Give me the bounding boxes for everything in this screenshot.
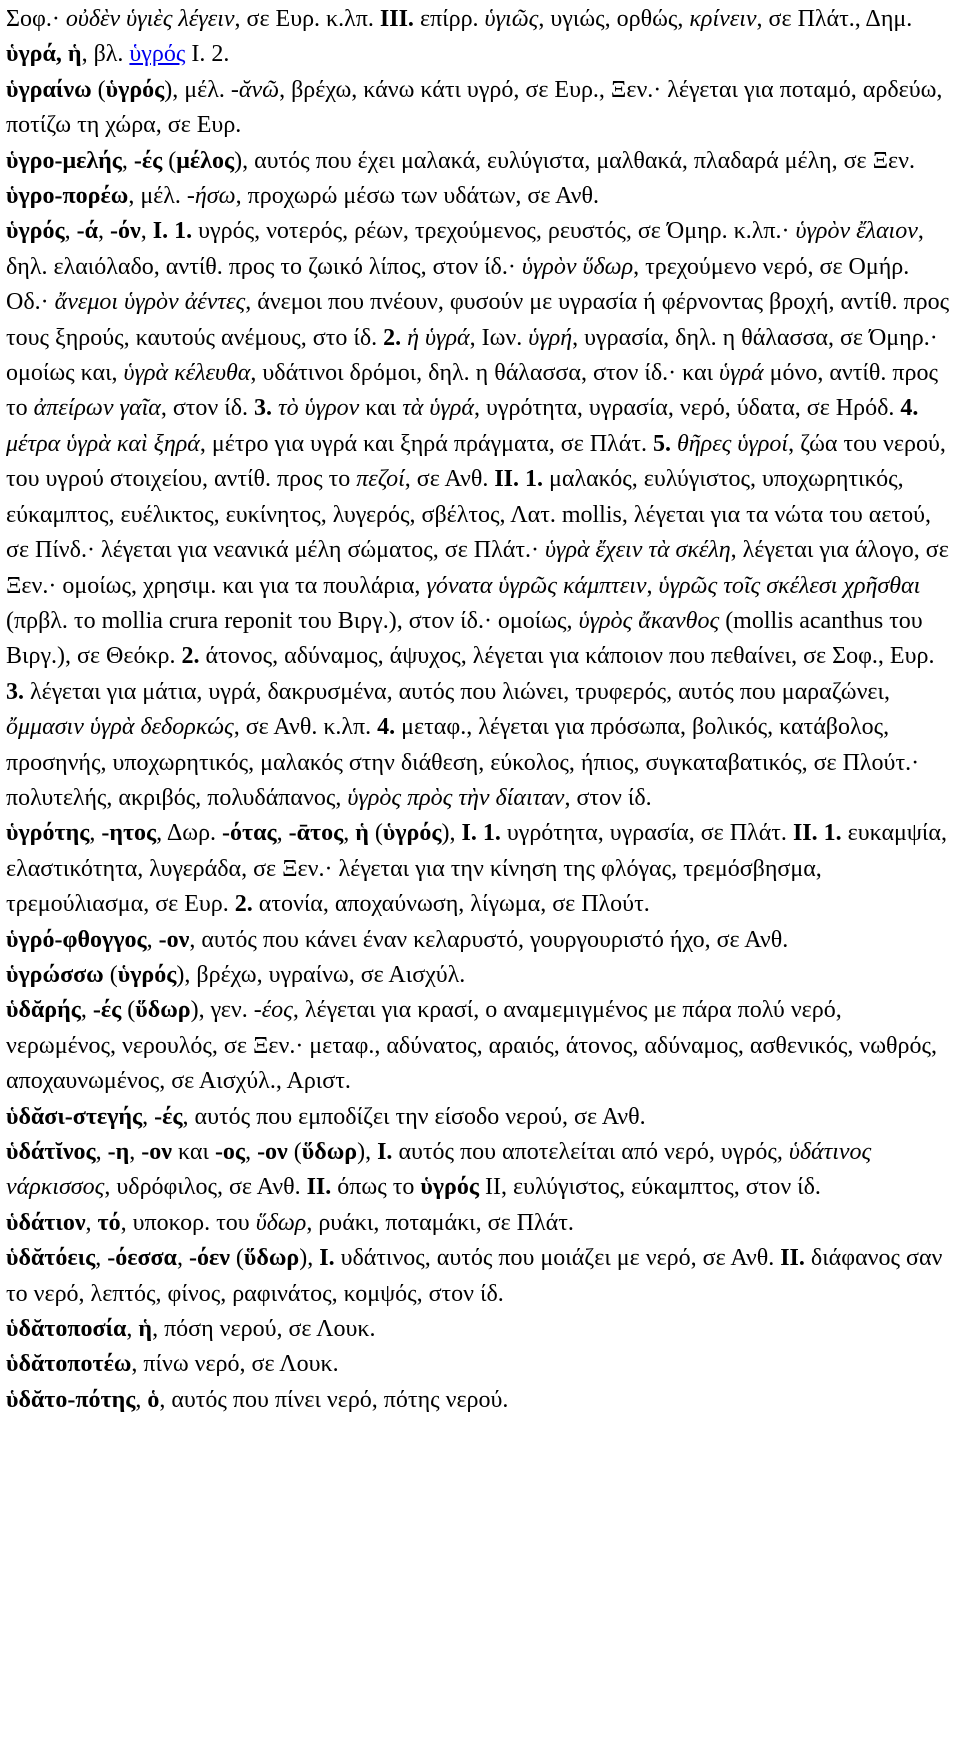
bold-text: ὁ [147, 1386, 160, 1413]
bold-text: ὑδάτιον [6, 1209, 86, 1236]
entry-text: ), γεν. [190, 997, 254, 1024]
bold-text: 2. [181, 643, 200, 670]
bold-text: -η [107, 1139, 130, 1165]
entry-text: μεταφ., λέγεται για πρόσωπα, βολικός, κατάβολος, προσηνής, υποχωρητικός, μαλακός στην διάθεση, εύκολος, ήπιος, συγκαταβατικός, σε Πλούτ.· πολυτελής, ακριβός, πολυδάπανος, [6, 714, 920, 811]
italic-text: -έος [253, 997, 293, 1024]
dictionary-entry [6, 1312, 954, 1347]
italic-text: ἀπείρων γαῖα [33, 395, 161, 422]
entry-text: (mollis acanthus του Βιργ.), σε Θεόκρ. [6, 607, 923, 670]
bold-text: -όν [110, 218, 141, 245]
entry-text: μαλακός, ευλύγιστος, υποχωρητικός, εύκαμπτος, ευέλικτος, ευκίνητος, λυγερός, σβέλτος, Λατ. mollis, λέγεται για τα νώτα του αετού, σε Πίνδ.· λέγεται για νεανικά μέλη σώματος, σε Πλάτ.· [6, 466, 931, 564]
entry-text: , Ιων. [469, 324, 529, 351]
bold-text: ὑδάτῐνος [6, 1139, 96, 1165]
italic-text: γόνατα ὑγρῶς κάμπτειν [426, 572, 647, 599]
bold-text: 5. [652, 430, 671, 457]
entry-text: , προχωρώ μέσω των υδάτων, σε Ανθ. [235, 183, 600, 210]
italic-text: οὐδὲν ὑγιὲς λέγειν [65, 6, 235, 32]
entry-text: , υδάτινοι δρόμοι, δηλ. η θάλασσα, στον ίδ.· και [250, 360, 720, 387]
entry-text: επίρρ. [413, 6, 485, 32]
entry-text: , [85, 1209, 98, 1236]
entry-text: υγρότητα, υγρασία, σε Πλάτ. [500, 820, 793, 847]
entry-text: , πόση νερού, σε Λουκ. [152, 1316, 376, 1343]
bold-text: -ητος [101, 820, 157, 847]
dictionary-entry [6, 1347, 954, 1382]
bold-text: ὕδωρ [135, 997, 191, 1024]
bold-text: ὑγρός [420, 1174, 479, 1201]
bold-text: -όεσσα [107, 1245, 177, 1272]
entry-text: , [121, 147, 134, 174]
italic-text: ἄνεμοι ὑγρὸν ἀέντες [54, 289, 246, 316]
italic-text: ἡ ὑγρά [407, 324, 470, 351]
italic-text: ὑγρὸν ἔλαιον [795, 218, 918, 245]
entry-text: , υγρασία, δηλ. η θάλασσα, σε Όμηρ.· ομοίως και, [6, 324, 938, 387]
bold-text: τό [97, 1209, 121, 1236]
bold-text: ὑδᾰτοποσία [6, 1316, 127, 1343]
entry-text: , υδρόφιλος, σε Ανθ. [104, 1174, 307, 1201]
italic-text: ὑγιῶς [484, 6, 539, 32]
dictionary-entry [6, 816, 954, 922]
entry-text: , [135, 1386, 148, 1413]
entry-text: , υγρότητα, υγρασία, νερό, ύδατα, σε Ηρόδ. [473, 395, 901, 422]
italic-text: τὸ ὑγρον [278, 395, 360, 422]
entry-text: μόνο, αντίθ. προς το [6, 360, 938, 422]
italic-text: πεζοί [356, 466, 405, 493]
entry-text: , αυτός που κάνει έναν κελαρυστό, γουργουριστό ήχο, σε Ανθ. [189, 926, 789, 953]
entry-text: και [359, 395, 403, 422]
bold-text: μέλος [176, 147, 235, 174]
bold-text: ὑδᾰτόεις [6, 1245, 96, 1272]
bold-text: -ότας [222, 820, 277, 847]
entry-text: άτονος, αδύναμος, άψυχος, λέγεται για κάποιον που πεθαίνει, σε Σοφ., Ευρ. [199, 643, 935, 670]
dictionary-entry [6, 1206, 954, 1241]
cross-reference-link[interactable]: ὑγρός [129, 41, 186, 68]
dictionary-entry [6, 1241, 954, 1312]
entry-text: ), [299, 1245, 320, 1272]
entry-text: όπως το [331, 1174, 421, 1201]
bold-text: I. [319, 1245, 335, 1272]
bold-text: ὑγρός [117, 961, 177, 988]
entry-text: , [89, 820, 102, 847]
entry-text: λέγεται για μάτια, υγρά, δακρυσμένα, αυτός που λιώνει, τρυφερός, αυτός που μαραζώνει, [24, 678, 890, 705]
bold-text: -ος [214, 1139, 246, 1165]
bold-text: ὑδᾰτο-πότης [6, 1386, 136, 1413]
bold-text: 4. [377, 714, 396, 741]
entry-text: ), βρέχω, υγραίνω, σε Αισχύλ. [176, 961, 466, 988]
bold-text: -ον [141, 1139, 173, 1165]
bold-text: ὑγρός [105, 76, 165, 103]
bold-text: -ον [257, 1139, 288, 1165]
dictionary-entry [6, 1383, 954, 1418]
dictionary-entry [6, 1100, 954, 1135]
bold-text: II. 1. [792, 820, 842, 847]
entry-text: , πίνω νερό, σε Λουκ. [131, 1351, 339, 1378]
entry-text: , [98, 218, 111, 245]
entry-text: , λέγεται για κρασί, ο αναμεμιγμένος με πάρα πολύ νερό, νερωμένος, νερουλός, σε Ξεν.· μεταφ., αδύνατος, αραιός, άτονος, αδύναμος, ασθενικός, νωθρός, αποχαυνωμένος, σε Αισχύλ., Αριστ. [6, 997, 937, 1095]
entry-text: , ρυάκι, ποταμάκι, σε Πλάτ. [306, 1209, 574, 1236]
bold-text: 3. [254, 395, 273, 422]
bold-text: II. [780, 1245, 805, 1272]
entry-text: , σε Ανθ. κ.λπ. [233, 714, 378, 741]
entry-text: , [95, 1245, 108, 1272]
entry-text: ατονία, αποχαύνωση, λίγωμα, σε Πλούτ. [252, 891, 650, 918]
italic-text: ὑγρὰ κέλευθα [123, 360, 251, 387]
italic-text: -ήσω [186, 183, 236, 210]
entry-text: ( [103, 961, 118, 988]
bold-text: ὑδᾰρής [6, 997, 81, 1024]
entry-text: , δηλ. ελαιόλαδο, αντίθ. προς το ζωικό λίπος, στον ίδ.· [6, 218, 924, 280]
bold-text: ὕδωρ [243, 1245, 300, 1272]
bold-text: -ά [76, 218, 99, 245]
bold-text: ὑδᾰσι-στεγής [6, 1103, 143, 1130]
italic-text: μέτρα ὑγρὰ καὶ ξηρά [6, 430, 200, 457]
bold-text: 2. [383, 324, 402, 351]
entry-text: , ζώα του νερού, του υγρού στοιχείου, αντίθ. προς το [6, 430, 946, 493]
bold-text: -ές [92, 997, 122, 1024]
entry-text: , βλ. [81, 41, 130, 68]
entry-text: , αυτός που πίνει νερό, πότης νερού. [159, 1386, 509, 1413]
entry-text: , [276, 820, 289, 847]
bold-text: ὑγρό-φθογγος [6, 926, 147, 953]
bold-text: I. 1. [152, 218, 193, 245]
entry-text: I. 2. [185, 41, 230, 68]
bold-text: -ον [158, 926, 190, 953]
entry-text: υγρός, νοτερός, ρέων, τρεχούμενος, ρευστός, σε Όμηρ. κ.λπ.· [192, 218, 796, 245]
entry-text: II, ευλύγιστος, εύκαμπτος, στον ίδ. [479, 1174, 821, 1201]
bold-text: -όεν [188, 1245, 230, 1272]
entry-text: υδάτινος, αυτός που μοιάζει με νερό, σε Ανθ. [334, 1245, 781, 1272]
dictionary-entry [6, 993, 954, 1099]
entry-text: ( [162, 147, 177, 174]
bold-text: II. [306, 1174, 332, 1201]
bold-text: ὑγρά, ἡ [6, 41, 82, 68]
bold-text: 3. [6, 678, 24, 705]
bold-text: ὕδωρ [301, 1139, 358, 1165]
italic-text: ὑγρή [528, 324, 573, 351]
entry-text: , [80, 997, 93, 1024]
dictionary-entry [6, 958, 954, 993]
dictionary-entry [6, 144, 954, 179]
dictionary-entry [6, 73, 954, 144]
entry-text: , σε Πλάτ., Δημ. [756, 6, 913, 32]
bold-text: ἡ [355, 820, 369, 847]
bold-text: -ᾱτος [288, 820, 344, 847]
italic-text: θῆρες ὑγροί [676, 430, 789, 457]
entry-text: , [646, 572, 659, 599]
entry-text: , στον ίδ. [160, 395, 255, 422]
italic-text: ᾰνῶ [238, 76, 280, 103]
entry-text: ), [357, 1139, 378, 1165]
dictionary-entry [6, 214, 954, 816]
entry-text: , Δωρ. [156, 820, 223, 847]
italic-text: ὑγρὰ ἔχειν τὰ σκέλη [544, 537, 731, 564]
bold-text: I. 1. [461, 820, 501, 847]
dictionary-entry [6, 2, 954, 37]
entry-text: διάφανος σαν το νερό, λεπτός, φίνος, ραφινάτος, κομψός, στον ίδ. [6, 1245, 943, 1307]
entry-text: , αυτός που εμποδίζει την είσοδο νερού, σε Ανθ. [182, 1103, 646, 1130]
bold-text: III. [379, 6, 414, 32]
italic-text: ὑδάτινος νάρκισσος [6, 1139, 872, 1201]
dictionary-entry [6, 923, 954, 958]
entry-text: ), [441, 820, 462, 847]
entry-text: ( [287, 1139, 302, 1165]
entry-text: , στον ίδ. [564, 784, 652, 811]
entry-text: , [140, 218, 153, 245]
entry-text: Σοφ.· [6, 6, 66, 32]
entry-text: , [95, 1139, 108, 1165]
entry-text: αυτός που αποτελείται από νερό, υγρός, [392, 1139, 789, 1165]
entry-text: , μέλ. [128, 183, 187, 210]
italic-text: ὑγρὸς ἄκανθος [578, 607, 720, 634]
bold-text: ὑγρο-μελής [6, 147, 122, 174]
bold-text: ὑγρότης [6, 820, 90, 847]
bold-text: ὑγρός [6, 218, 65, 245]
bold-text: II. 1. [494, 466, 544, 493]
entry-text: , σε Ανθ. [404, 466, 495, 493]
entry-text: ευκαμψία, ελαστικότητα, λυγεράδα, σε Ξεν.· λέγεται για την κίνηση της φλόγας, τρεμόσβησμα, τρεμούλιασμα, σε Ευρ. [6, 820, 947, 918]
entry-text: , τρεχούμενο νερό, σε Ομήρ. Οδ.· [6, 253, 910, 316]
bold-text: ὑγρός [382, 820, 442, 847]
bold-text: -ές [154, 1103, 183, 1130]
italic-text: ὕδωρ [255, 1209, 307, 1236]
bold-text: -ές [133, 147, 163, 174]
italic-text: τὰ ὑγρά [402, 395, 474, 422]
entry-text: και [172, 1139, 215, 1165]
bold-text: 2. [234, 891, 253, 918]
bold-text: ὑγραίνω [6, 76, 92, 103]
entry-text: , βρέχω, κάνω κάτι υγρό, σε Ευρ., Ξεν.· λέγεται για ποταμό, αρδεύω, ποτίζω τη χώρα, σε Ευρ. [6, 76, 943, 139]
entry-text: , υποκορ. του [120, 1209, 256, 1236]
bold-text: ὑγρώσσω [6, 961, 104, 988]
bold-text: ὑδᾰτοποτέω [6, 1351, 132, 1378]
entry-text: ( [121, 997, 136, 1024]
entry-text: ( [91, 76, 106, 103]
entry-text: , υγιώς, ορθώς, [538, 6, 690, 32]
bold-text: I. [377, 1139, 393, 1165]
italic-text: κρίνειν [689, 6, 757, 32]
entry-text: , λέγεται για άλογο, σε Ξεν.· ομοίως, χρησιμ. και για τα πουλάρια, [6, 537, 949, 599]
entry-text: , [176, 1245, 189, 1272]
entry-text: , [142, 1103, 155, 1130]
dictionary-entry [6, 1135, 954, 1206]
entry-text: , σε Ευρ. κ.λπ. [234, 6, 380, 32]
dictionary-entry [6, 179, 954, 214]
entry-text: , [245, 1139, 258, 1165]
entry-text: , [126, 1316, 139, 1343]
entry-text: ), αυτός που έχει μαλακά, ευλύγιστα, μαλθακά, πλαδαρά μέλη, σε Ξεν. [234, 147, 915, 174]
entry-text: (πρβλ. το mollia crura reponit του Βιργ.), στον ίδ.· ομοίως, [6, 607, 579, 634]
entry-text: , [146, 926, 159, 953]
bold-text: ὑγρο-πορέω [6, 183, 129, 210]
italic-text: ὄμμασιν ὑγρὰ δεδορκώς [6, 714, 234, 741]
italic-text: ὑγρά [719, 360, 764, 387]
entry-text: , άνεμοι που πνέουν, φυσούν με υγρασία ή φέρνοντας βροχή, αντίθ. προς τους ξηρούς, καυτούς ανέμους, στο ίδ. [6, 289, 950, 351]
italic-text: ὑγρῶς τοῖς σκέλεσι χρῆσθαι [658, 572, 921, 599]
entry-text: , [343, 820, 356, 847]
entry-text: , [64, 218, 77, 245]
entry-text: ), μέλ. - [164, 76, 239, 103]
italic-text: ὑγρὸς πρὸς τὴν δίαιταν [347, 784, 565, 811]
italic-text: ὑγρὸν ὕδωρ [521, 253, 634, 280]
bold-text: ἡ [138, 1316, 153, 1343]
entry-text: , [129, 1139, 142, 1165]
entry-text: ( [368, 820, 383, 847]
dictionary-entry [6, 37, 954, 72]
bold-text: 4. [900, 395, 919, 422]
entry-text: ( [229, 1245, 244, 1272]
entry-text: , μέτρο για υγρά και ξηρά πράγματα, σε Πλάτ. [199, 430, 653, 457]
